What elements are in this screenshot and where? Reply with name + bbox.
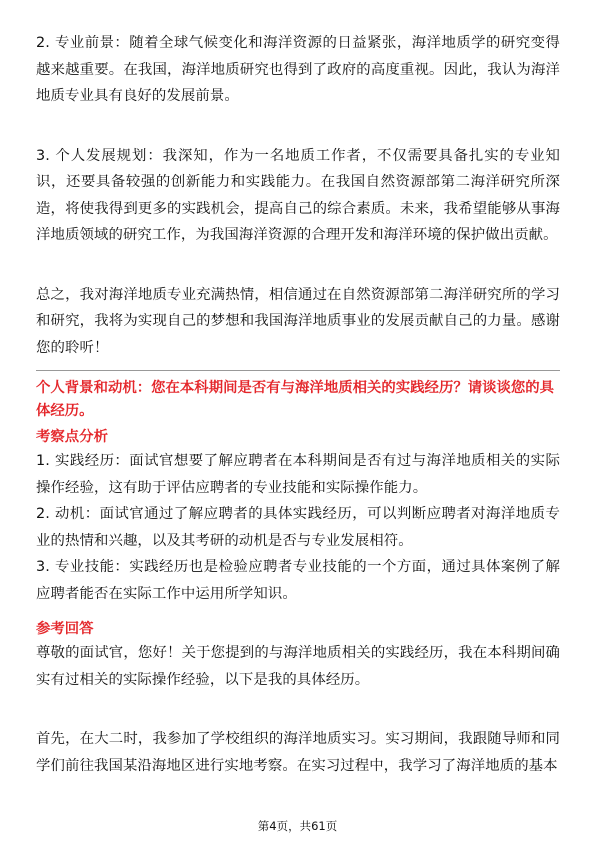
question-heading: 个人背景和动机：您在本科期间是否有与海洋地质相关的实践经历？请谈谈您的具体经历。	[36, 380, 555, 419]
document-page	[36, 30, 560, 779]
paragraph-conclusion: 总之，我对海洋地质专业充满热情，相信通过在自然资源部第二海洋研究所的学习和研究，我将为实现自己的梦想和我国海洋地质事业的发展贡献自己的力量。感谢您的聆听！	[36, 286, 560, 356]
paragraph-career-prospects: 2. 专业前景：随着全球气候变化和海洋资源的日益紧张，海洋地质学的研究变得越来越重要。在我国，海洋地质研究也得到了政府的高度重视。因此，我认为海洋地质专业具有良好的发展前景。	[36, 35, 560, 104]
section-divider	[36, 370, 560, 371]
analysis-title: 考察点分析	[36, 429, 108, 445]
answer-paragraph: 首先，在大二时，我参加了学校组织的海洋地质实习。实习期间，我跟随导师和同学们前往我国某沿海地区进行实地考察。在实习过程中，我学习了海洋地质的基本	[36, 731, 560, 774]
page-number-footer: 第4页，共61页	[257, 819, 338, 833]
analysis-item: 2. 动机：面试官通过了解应聘者的具体实践经历，可以判断应聘者对海洋地质专业的热情和兴趣，以及其考研的动机是否与专业发展相符。	[36, 506, 560, 549]
answer-paragraph: 尊敬的面试官，您好！关于您提到的与海洋地质相关的实践经历，我在本科期间确实有过相关的实际操作经验，以下是我的具体经历。	[36, 645, 560, 688]
answer-title: 参考回答	[36, 621, 94, 637]
paragraph-personal-plan: 3. 个人发展规划：我深知，作为一名地质工作者，不仅需要具备扎实的专业知识，还要具备较强的创新能力和实践能力。在我国自然资源部第二海洋研究所深造，将使我得到更多的实践机会，提高自己的综合素质。未来，我希望能够从事海洋地质领域的研究工作，为我国海洋资源的合理开发和海洋环境的保护做出贡献。	[36, 147, 560, 243]
analysis-item: 3. 专业技能：实践经历也是检验应聘者专业技能的一个方面，通过具体案例了解应聘者能否在实际工作中运用所学知识。	[36, 559, 560, 602]
analysis-item: 1. 实践经历：面试官想要了解应聘者在本科期间是否有过与海洋地质相关的实际操作经验，这有助于评估应聘者的专业技能和实际操作能力。	[36, 453, 560, 496]
